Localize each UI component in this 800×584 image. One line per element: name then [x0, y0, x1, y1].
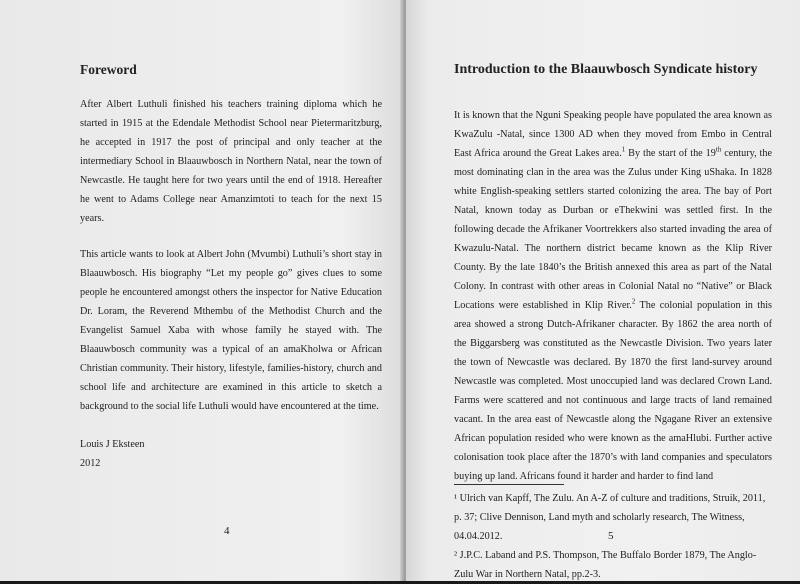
body-text-2: By the start of the 19 — [625, 148, 716, 159]
foreword-section — [80, 62, 382, 473]
body-text-1: It is known that the Nguni Speaking people have populated the area known as KwaZulu -Natal, since 1300 AD when they moved from Embo in Central East Africa around the Great Lakes area. — [454, 110, 772, 159]
foreword-paragraph-1: After Albert Luthuli finished his teachers training diploma which he started in 1915 at the Edendale Methodist School near Pietermaritzburg, he accepted in 1917 the post of principal and only teacher at the intermediary School in Blaauwbosch in Northern Natal, near the town of Newcastle. He taught here for two years until the end of 1918. Hereafter he went to Adams College near Amanzimtoti to teach for the next 15 years. — [80, 99, 382, 224]
body-text-3: century, the most dominating clan in the area was the Zulus under King uShaka. In 1828 white English-speaking settlers started colonizing the area. The bay of Port Natal, known today as Durban or eThekwini was settled first. In the following decade the Afrikaner Voortrekkers also started invading the area of Kwazulu-Natal. The northern district became known as the Klip River County. By the late 1840’s the British annexed this area as part of the Natal Colony. In contrast with other areas in Colonial Natal no “Native” or Black Locations were established in Klip River. — [454, 148, 772, 311]
body-text-4: The colonial population in this area showed a strong Dutch-Afrikaner character. By 1862 the area north of the Biggarsberg was constituted as the Newcastle Division. Two years later the town of Newcastle was declared. By 1870 the first land-survey around Newcastle was completed. Most unoccupied land was declared Crown Land. Farms were scattered and not continuous and large tracts of land remained vacant. In the area east of Newcastle along the Ngagane River an extensive African population resided who were known as the amaHlubi. Further active colonisation took place after the 1870’s with land companies and speculators buying up land. Africans found it harder and harder to find land — [454, 300, 772, 482]
introduction-body — [454, 106, 772, 486]
left-page-number: 4 — [224, 525, 230, 537]
footnote-2: ² J.P.C. Laband and P.S. Thompson, The Buffalo Border 1879, The Anglo-Zulu War in Northern Natal, pp.2-3. — [454, 550, 757, 580]
foreword-heading: Foreword — [80, 62, 137, 77]
right-page-number: 5 — [608, 530, 614, 542]
author-name: Louis J Eksteen — [80, 439, 145, 450]
right-page — [406, 0, 800, 581]
footnote-divider — [454, 484, 564, 485]
ordinal-superscript: th — [715, 145, 722, 154]
introduction-section — [454, 62, 772, 486]
introduction-heading: Introduction to the Blaauwbosch Syndicate history — [454, 62, 758, 77]
footnote-marker-1: 1 — [621, 145, 626, 154]
footnote-marker-2: 2 — [631, 297, 636, 306]
foreword-year: 2012 — [80, 458, 101, 469]
foreword-paragraph-2: This article wants to look at Albert John (Mvumbi) Luthuli’s short stay in Blaauwbosch. His biography “Let my people go” gives clues to some people he encountered amongst others the inspector for Native Education Dr. Loram, the Reverend Mthembu of the Methodist Church and the Evangelist Samuel Xaba with whose family he stayed with. The Blaauwbosch community was a typical of an amaKholwa or African Christian community. Their history, lifestyle, families-history, church and school life and architecture are examined in this article to sketch a background to the social life Luthuli would have encountered at the time. — [80, 249, 382, 412]
foreword-signoff — [80, 435, 382, 473]
footnote-1: ¹ Ulrich van Kapff, The Zulu. An A-Z of culture and traditions, Struik, 2011, p. 37; Clive Dennison, Land myth and scholarly research, The Witness, 04.04.2012. — [454, 493, 766, 542]
